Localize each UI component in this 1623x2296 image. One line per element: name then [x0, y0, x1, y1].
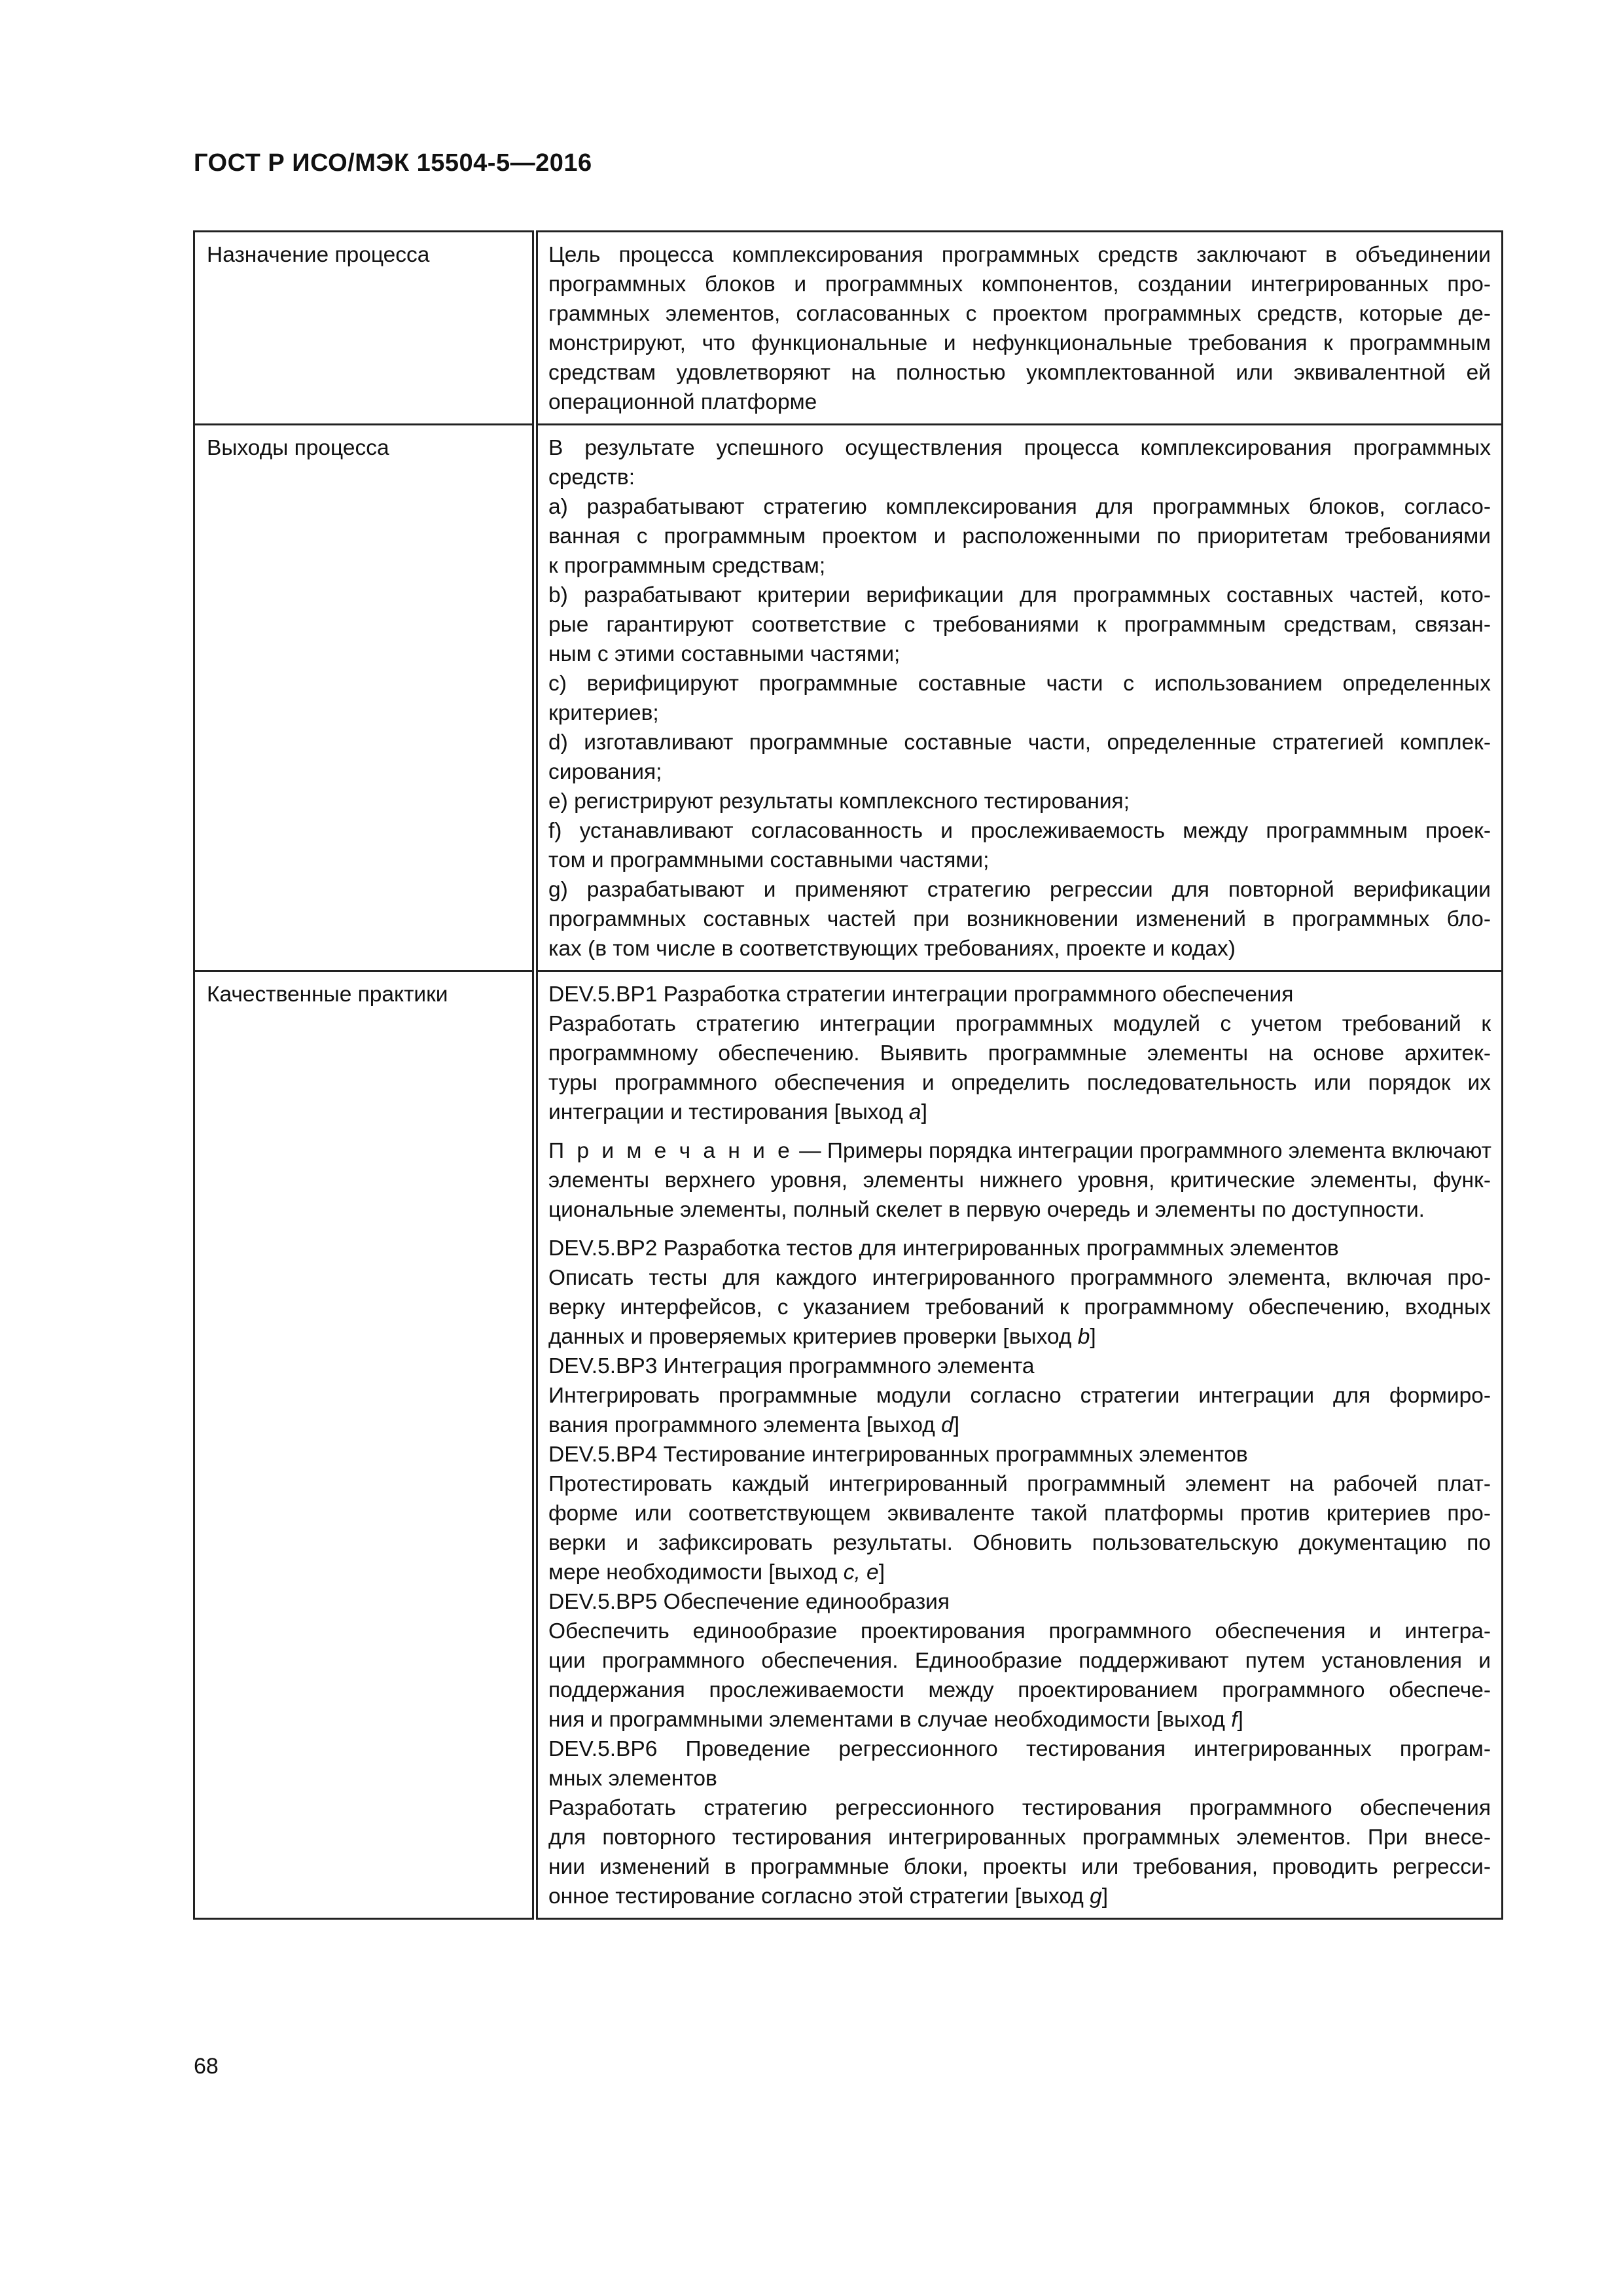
text-line — [548, 1098, 1491, 1127]
text-line: к программным средствам; — [548, 554, 826, 578]
row-label-practices: Качественные практики — [194, 971, 535, 1919]
text-line: Описать тесты для каждого интегрированного программного элемента, включая про- — [548, 1266, 1491, 1290]
text-line: ках (в том числе в соответствующих требованиях, проекте и кодах) — [548, 937, 1236, 961]
output-reference: d — [941, 1413, 954, 1437]
text-fragment: ] — [1237, 1708, 1243, 1732]
text-fragment: ] — [921, 1100, 927, 1124]
text-fragment: данных и проверяемых критериев проверки [выход — [548, 1325, 1078, 1349]
text-line: элементы верхнего уровня, элементы нижнего уровня, критические элементы, функ- — [548, 1168, 1491, 1193]
text-line — [548, 1410, 1491, 1440]
text-fragment: ] — [878, 1560, 885, 1585]
text-fragment: онное тестирование согласно этой стратегии [выход — [548, 1884, 1090, 1909]
row-content-practices — [535, 971, 1503, 1919]
practice-title: DEV.5.BP4 Тестирование интегрированных программных элементов — [548, 1443, 1248, 1467]
text-line: Интегрировать программные модули согласно стратегии интеграции для формиро- — [548, 1384, 1491, 1408]
practice-title: DEV.5.BP3 Интеграция программного элемента — [548, 1354, 1035, 1378]
text-line: критериев; — [548, 701, 659, 725]
text-line: средствам удовлетворяют на полностью укомплектованной или эквивалентной ей — [548, 361, 1491, 385]
output-reference: g — [1090, 1884, 1102, 1909]
text-line: операционной платформе — [548, 390, 817, 414]
text-line: Разработать стратегию регрессионного тестирования программного обеспечения — [548, 1796, 1491, 1820]
text-line: программному обеспечению. Выявить программные элементы на основе архитек- — [548, 1041, 1491, 1066]
process-table — [193, 230, 1503, 1920]
text-line: рые гарантируют соответствие с требованиями к программным средствам, связан- — [548, 613, 1491, 637]
text-line: верки и зафиксировать результаты. Обновить пользовательскую документацию по — [548, 1531, 1491, 1555]
output-reference: b — [1077, 1325, 1090, 1349]
practice-title: DEV.5.BP5 Обеспечение единообразия — [548, 1590, 950, 1614]
row-label-outcomes: Выходы процесса — [194, 425, 535, 971]
text-line: В результате успешного осуществления процесса комплексирования программных — [548, 436, 1491, 460]
text-line: Обеспечить единообразие проектирования программного обеспечения и интегра- — [548, 1619, 1491, 1643]
text-line — [548, 1558, 1491, 1587]
text-line: программных блоков и программных компонентов, создании интегрированных про- — [548, 272, 1491, 296]
text-line: c) верифицируют программные составные части с использованием определенных — [548, 672, 1491, 696]
text-line — [548, 1882, 1491, 1911]
text-line: мных элементов — [548, 1767, 717, 1791]
row-content-outcomes — [535, 425, 1503, 971]
note-block — [548, 1136, 1491, 1225]
text-fragment: мере необходимости [выход — [548, 1560, 844, 1585]
text-fragment: ] — [1101, 1884, 1109, 1909]
text-line: для повторного тестирования интегрированных программных элементов. При внесе- — [548, 1825, 1491, 1850]
text-fragment: — Примеры порядка интеграции программного элемента включают — [793, 1139, 1491, 1163]
text-line: средств: — [548, 465, 635, 490]
text-line: Разработать стратегию интеграции программных модулей с учетом требований к — [548, 1012, 1491, 1036]
text-fragment: ния и программными элементами в случае необходимости [выход — [548, 1708, 1232, 1732]
note-first-line — [548, 1136, 1491, 1166]
note-label: П р и м е ч а н и е — [548, 1139, 793, 1163]
text-line: Цель процесса комплексирования программных средств заключают в объединении — [548, 243, 1491, 267]
output-reference: f — [1231, 1708, 1238, 1732]
row-content-purpose — [535, 232, 1503, 425]
output-reference: a — [908, 1100, 921, 1124]
text-line: поддержания прослеживаемости между проектированием программного обеспече- — [548, 1678, 1491, 1702]
text-line: f) устанавливают согласованность и прослеживаемость между программным проек- — [548, 819, 1491, 843]
text-line: g) разрабатывают и применяют стратегию регрессии для повторной верификации — [548, 878, 1491, 902]
text-line: ции программного обеспечения. Единообразие поддерживают путем установления и — [548, 1649, 1491, 1673]
text-fragment: вания программного элемента [выход — [548, 1413, 942, 1437]
text-line: монстрируют, что функциональные и нефункциональные требования к программным — [548, 331, 1491, 355]
practice-title: DEV.5.BP1 Разработка стратегии интеграции программного обеспечения — [548, 982, 1294, 1007]
text-line: нии изменений в программные блоки, проекты или требования, проводить регресси- — [548, 1855, 1491, 1879]
text-fragment: интеграции и тестирования [выход — [548, 1100, 909, 1124]
practice-title: DEV.5.BP2 Разработка тестов для интегрированных программных элементов — [548, 1236, 1339, 1261]
table-row-practices — [194, 971, 1503, 1919]
text-line — [548, 1705, 1491, 1734]
output-reference: c, e — [843, 1560, 879, 1585]
text-line: e) регистрируют результаты комплексного тестирования; — [548, 789, 1130, 814]
text-line: верку интерфейсов, с указанием требований к программному обеспечению, входных — [548, 1295, 1491, 1319]
text-fragment: ] — [953, 1413, 960, 1437]
text-line: сирования; — [548, 760, 662, 784]
table-row-outcomes — [194, 425, 1503, 971]
text-line: a) разрабатывают стратегию комплексирования для программных блоков, согласо- — [548, 495, 1491, 519]
text-line — [548, 1322, 1491, 1352]
text-line: Протестировать каждый интегрированный программный элемент на рабочей плат- — [548, 1472, 1491, 1496]
text-line: программных составных частей при возникновении изменений в программных бло- — [548, 907, 1491, 931]
text-line: ванная с программным проектом и расположенными по приоритетам требованиями — [548, 524, 1491, 548]
text-line: туры программного обеспечения и определить последовательность или порядок их — [548, 1071, 1491, 1095]
row-label-purpose: Назначение процесса — [194, 232, 535, 425]
page-number: 68 — [194, 2054, 219, 2079]
text-line: циональные элементы, полный скелет в первую очередь и элементы по доступности. — [548, 1198, 1425, 1222]
text-line: форме или соответствующем эквиваленте такой платформы против критериев про- — [548, 1501, 1491, 1526]
practice-title: DEV.5.BP6 Проведение регрессионного тестирования интегрированных програм- — [548, 1737, 1491, 1761]
text-line: d) изготавливают программные составные части, определенные стратегией комплек- — [548, 730, 1491, 755]
text-line: том и программными составными частями; — [548, 848, 990, 872]
text-fragment: ] — [1090, 1325, 1096, 1349]
text-line: ным с этими составными частями; — [548, 642, 901, 666]
table-row-purpose — [194, 232, 1503, 425]
text-line: b) разрабатывают критерии верификации для программных составных частей, кото- — [548, 583, 1491, 607]
text-line: граммных элементов, согласованных с проектом программных средств, которые де- — [548, 302, 1491, 326]
document-header: ГОСТ Р ИСО/МЭК 15504-5—2016 — [194, 149, 592, 177]
